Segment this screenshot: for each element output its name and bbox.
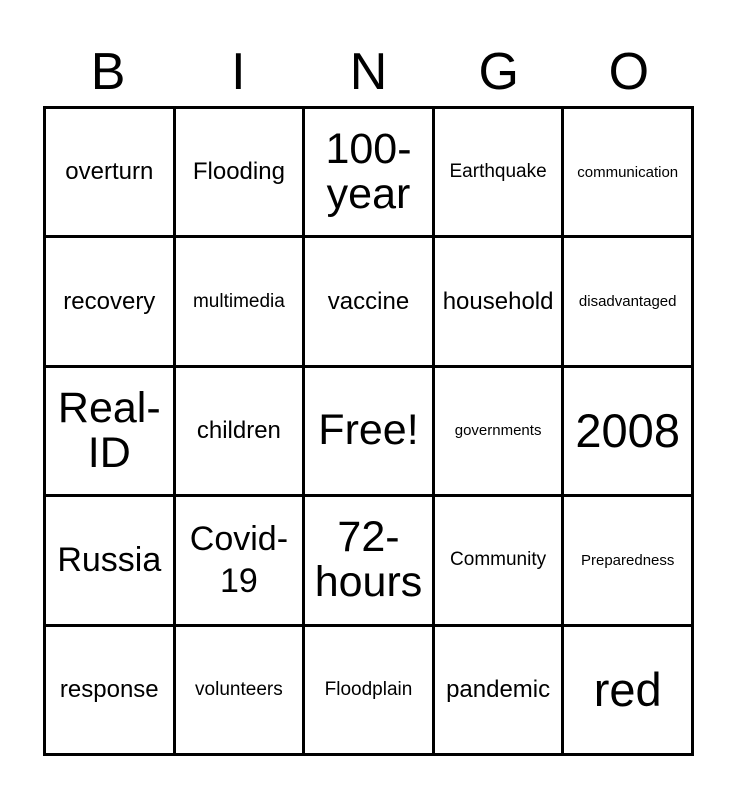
cell-text: Russia — [57, 541, 162, 580]
header-letter-i: I — [231, 43, 246, 101]
cell-text: household — [442, 287, 554, 315]
bingo-cell[interactable] — [176, 109, 306, 238]
cell-text: red — [593, 663, 662, 717]
cell-text: Floodplain — [324, 678, 413, 700]
bingo-header — [43, 40, 694, 104]
header-letter-o: O — [608, 43, 650, 101]
cell-text: overturn — [65, 158, 154, 186]
cell-text: 72-hours — [314, 513, 423, 607]
bingo-cell[interactable] — [435, 238, 565, 367]
cell-text: 100-year — [325, 125, 412, 219]
cell-text: 2008 — [575, 404, 680, 458]
header-letter-b: B — [90, 43, 126, 101]
bingo-cell[interactable] — [46, 238, 176, 367]
free-space-cell[interactable] — [305, 368, 435, 497]
cell-text: Preparedness — [580, 551, 675, 569]
cell-text: response — [59, 675, 159, 703]
bingo-cell[interactable] — [564, 627, 694, 756]
bingo-cell[interactable] — [305, 497, 435, 626]
bingo-cell[interactable] — [564, 238, 694, 367]
cell-text: governments — [454, 422, 542, 440]
bingo-cell[interactable] — [46, 497, 176, 626]
bingo-cell[interactable] — [176, 627, 306, 756]
cell-text: pandemic — [446, 675, 551, 703]
cell-text: vaccine — [327, 287, 410, 315]
bingo-cell[interactable] — [305, 238, 435, 367]
cell-text: Real-ID — [57, 383, 161, 477]
bingo-cell[interactable] — [46, 109, 176, 238]
cell-text: Covid-19 — [189, 519, 289, 601]
cell-text: Earthquake — [449, 161, 547, 183]
bingo-cell[interactable] — [305, 627, 435, 756]
bingo-cell[interactable] — [176, 238, 306, 367]
cell-text: volunteers — [195, 678, 283, 700]
bingo-cell[interactable] — [564, 497, 694, 626]
bingo-cell[interactable] — [435, 497, 565, 626]
bingo-cell[interactable] — [305, 109, 435, 238]
header-letter-n: N — [349, 43, 388, 101]
cell-text: multimedia — [192, 290, 285, 312]
bingo-cell[interactable] — [564, 368, 694, 497]
bingo-cell[interactable] — [176, 368, 306, 497]
cell-text: Community — [450, 549, 547, 571]
cell-text: children — [196, 416, 281, 444]
bingo-board — [43, 106, 694, 756]
cell-text: disadvantaged — [578, 293, 677, 311]
bingo-cell[interactable] — [435, 368, 565, 497]
cell-text: Flooding — [192, 158, 285, 186]
bingo-cell[interactable] — [46, 368, 176, 497]
bingo-cell[interactable] — [46, 627, 176, 756]
free-space-text: Free! — [318, 406, 419, 455]
bingo-cell[interactable] — [176, 497, 306, 626]
bingo-cell[interactable] — [435, 627, 565, 756]
bingo-cell[interactable] — [564, 109, 694, 238]
cell-text: recovery — [63, 287, 156, 315]
cell-text: communication — [577, 163, 679, 181]
bingo-cell[interactable] — [435, 109, 565, 238]
header-letter-g: G — [478, 43, 519, 101]
